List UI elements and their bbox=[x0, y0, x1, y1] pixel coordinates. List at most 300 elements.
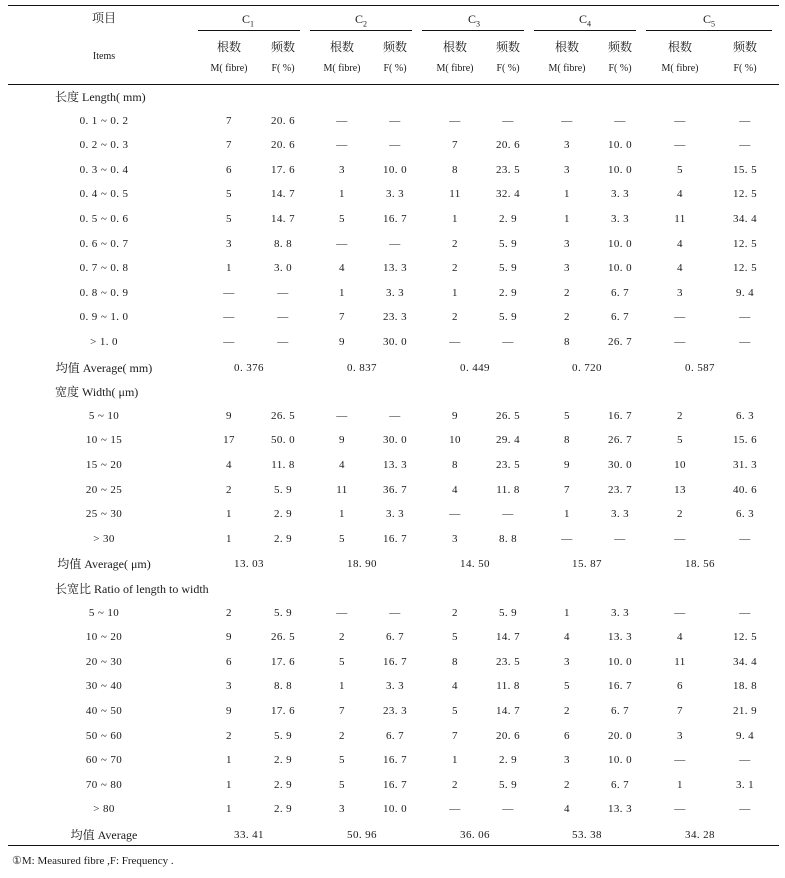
table-cell: — bbox=[674, 139, 686, 152]
table-cell: 26. 5 bbox=[271, 409, 295, 422]
table-cell: 15. 5 bbox=[733, 163, 757, 176]
table-cell: 5 bbox=[339, 532, 345, 545]
table-cell: 3. 3 bbox=[385, 680, 405, 693]
table-cell: 23. 5 bbox=[496, 655, 520, 668]
table-cell: 40. 6 bbox=[733, 483, 757, 496]
average-value: 15. 87 bbox=[572, 558, 602, 571]
table-cell: 2. 9 bbox=[273, 532, 293, 545]
table-cell: — bbox=[739, 532, 751, 545]
average-value: 0. 376 bbox=[234, 361, 264, 374]
row-label: 5 ~ 10 bbox=[88, 606, 120, 619]
table-cell: — bbox=[336, 606, 348, 619]
table-cell: — bbox=[739, 336, 751, 348]
row-label: 20 ~ 25 bbox=[85, 483, 123, 496]
table-cell: 3. 1 bbox=[735, 778, 755, 791]
table-cell: 2 bbox=[677, 508, 683, 521]
table-cell: 3 bbox=[564, 655, 570, 668]
table-cell: 7 bbox=[452, 729, 458, 742]
table-cell: 14. 7 bbox=[271, 188, 295, 201]
table-cell: 4 bbox=[564, 803, 570, 816]
section-title: 宽度 Width( μm) bbox=[55, 385, 139, 400]
table-cell: — bbox=[336, 237, 348, 250]
average-value: 34. 28 bbox=[685, 829, 715, 841]
header-f-en: F( %) bbox=[496, 63, 520, 74]
table-cell: — bbox=[561, 532, 573, 545]
table-cell: — bbox=[389, 409, 401, 422]
table-cell: 7 bbox=[339, 311, 345, 324]
header-m-en: M( fibre) bbox=[548, 63, 586, 74]
table-cell: 10. 0 bbox=[608, 163, 632, 176]
table-cell: — bbox=[674, 532, 686, 545]
table-cell: — bbox=[502, 114, 514, 127]
table-cell: 4 bbox=[452, 680, 458, 693]
table-cell: 26. 5 bbox=[496, 409, 520, 422]
average-value: 53. 38 bbox=[572, 829, 602, 841]
table-cell: — bbox=[739, 803, 751, 816]
header-f-cn: 频数 bbox=[382, 40, 408, 54]
table-cell: 11 bbox=[449, 188, 461, 201]
row-label: 0. 8 ~ 0. 9 bbox=[79, 286, 129, 299]
table-cell: 5. 9 bbox=[498, 606, 518, 619]
table-cell: 7 bbox=[564, 483, 570, 496]
rule-bottom bbox=[8, 845, 779, 846]
average-value: 18. 56 bbox=[685, 558, 715, 571]
table-cell: 9 bbox=[452, 409, 458, 422]
row-label: 30 ~ 40 bbox=[85, 680, 123, 693]
table-cell: 2 bbox=[452, 237, 458, 250]
table-cell: 5. 9 bbox=[498, 311, 518, 324]
average-value: 0. 837 bbox=[347, 361, 377, 374]
header-m-cn: 根数 bbox=[554, 40, 580, 54]
table-cell: 1 bbox=[339, 188, 345, 201]
table-cell: 32. 4 bbox=[496, 188, 520, 201]
table-cell: 1 bbox=[564, 508, 570, 521]
table-cell: 11 bbox=[674, 655, 686, 668]
table-cell: 17. 6 bbox=[271, 705, 295, 717]
table-cell: 20. 6 bbox=[496, 729, 520, 742]
table-cell: 5 bbox=[452, 705, 458, 717]
table-cell: 9 bbox=[226, 631, 232, 644]
header-m-cn: 根数 bbox=[216, 40, 242, 54]
header-f-en: F( %) bbox=[608, 63, 632, 74]
table-cell: 5 bbox=[452, 631, 458, 644]
average-value: 0. 720 bbox=[572, 361, 602, 374]
table-cell: 16. 7 bbox=[383, 778, 407, 791]
table-cell: 1 bbox=[452, 213, 458, 225]
table-cell: 3 bbox=[339, 803, 345, 816]
table-cell: 17. 6 bbox=[271, 655, 295, 668]
average-value: 33. 41 bbox=[234, 829, 264, 841]
table-cell: 12. 5 bbox=[733, 188, 757, 201]
header-m-en: M( fibre) bbox=[436, 63, 474, 74]
row-label: 0. 5 ~ 0. 6 bbox=[79, 213, 129, 225]
rule-header-bottom bbox=[8, 84, 779, 85]
table-cell: 34. 4 bbox=[733, 655, 757, 668]
table-cell: 2 bbox=[677, 409, 683, 422]
rule-group-c4 bbox=[534, 30, 636, 31]
table-cell: — bbox=[449, 803, 461, 816]
table-cell: — bbox=[739, 114, 751, 127]
table-cell: 17 bbox=[223, 434, 235, 447]
table-cell: 5 bbox=[564, 680, 570, 693]
table-cell: — bbox=[389, 606, 401, 619]
table-cell: — bbox=[223, 311, 235, 324]
header-group-c1: $C_1$ bbox=[241, 12, 255, 29]
header-f-cn: 频数 bbox=[270, 40, 296, 54]
table-cell: 2. 9 bbox=[273, 508, 293, 521]
rule-top bbox=[8, 5, 779, 6]
table-cell: 4 bbox=[677, 188, 683, 201]
table-cell: — bbox=[674, 606, 686, 619]
row-label: 0. 6 ~ 0. 7 bbox=[79, 237, 129, 250]
table-cell: 2. 9 bbox=[498, 754, 518, 767]
header-m-cn: 根数 bbox=[442, 40, 468, 54]
header-f-en: F( %) bbox=[383, 63, 407, 74]
table-cell: 1 bbox=[339, 286, 345, 299]
table-cell: 20. 0 bbox=[608, 729, 632, 742]
table-cell: 7 bbox=[452, 139, 458, 152]
table-cell: — bbox=[674, 336, 686, 348]
table-cell: 3. 3 bbox=[610, 508, 630, 521]
average-label: 均值 Average bbox=[70, 828, 138, 842]
table-cell: 1 bbox=[339, 680, 345, 693]
table-cell: 2 bbox=[452, 262, 458, 275]
table-cell: 2. 9 bbox=[498, 213, 518, 225]
average-label: 均值 Average( μm) bbox=[57, 557, 151, 572]
table-cell: — bbox=[223, 286, 235, 299]
table-cell: 23. 7 bbox=[608, 483, 632, 496]
table-cell: 5 bbox=[339, 754, 345, 767]
table-cell: 10. 0 bbox=[383, 163, 407, 176]
table-cell: 5 bbox=[677, 163, 683, 176]
table-cell: 10. 0 bbox=[383, 803, 407, 816]
table-cell: 6. 7 bbox=[610, 778, 630, 791]
table-cell: 5. 9 bbox=[498, 237, 518, 250]
table-cell: 6. 3 bbox=[735, 508, 755, 521]
table-cell: 17. 6 bbox=[271, 163, 295, 176]
table-cell: 2 bbox=[564, 705, 570, 717]
row-label: 15 ~ 20 bbox=[85, 459, 123, 471]
row-label: 70 ~ 80 bbox=[85, 778, 123, 791]
table-cell: 16. 7 bbox=[383, 532, 407, 545]
table-cell: 3. 3 bbox=[385, 188, 405, 201]
table-cell: — bbox=[561, 114, 573, 127]
row-label: 0. 1 ~ 0. 2 bbox=[79, 114, 129, 127]
section-title: 长宽比 Ratio of length to width bbox=[55, 582, 209, 596]
table-cell: — bbox=[739, 311, 751, 324]
table-cell: 4 bbox=[452, 483, 458, 496]
table-cell: 9 bbox=[564, 459, 570, 471]
row-label: 50 ~ 60 bbox=[85, 729, 123, 742]
table-cell: 26. 5 bbox=[271, 631, 295, 644]
table-cell: 10. 0 bbox=[608, 237, 632, 250]
table-cell: 3. 3 bbox=[610, 606, 630, 619]
row-label: 20 ~ 30 bbox=[85, 655, 123, 668]
row-label: 40 ~ 50 bbox=[85, 705, 123, 717]
table-cell: — bbox=[674, 114, 686, 127]
table-cell: 3 bbox=[677, 286, 683, 299]
table-cell: 1 bbox=[564, 188, 570, 201]
table-cell: — bbox=[502, 803, 514, 816]
table-cell: 34. 4 bbox=[733, 213, 757, 225]
table-cell: 18. 8 bbox=[733, 680, 757, 693]
footnote: ①M: Measured fibre ,F: Frequency . bbox=[12, 855, 174, 867]
table-cell: 6. 7 bbox=[610, 286, 630, 299]
average-value: 0. 449 bbox=[460, 361, 490, 374]
table-cell: 14. 7 bbox=[496, 631, 520, 644]
table-cell: 4 bbox=[677, 237, 683, 250]
table-cell: — bbox=[739, 606, 751, 619]
row-label: 0. 7 ~ 0. 8 bbox=[79, 262, 129, 275]
table-cell: 9 bbox=[226, 705, 232, 717]
table-cell: 5 bbox=[339, 778, 345, 791]
table-cell: 13. 3 bbox=[383, 459, 407, 471]
table-cell: 10. 0 bbox=[608, 754, 632, 767]
table-cell: 2 bbox=[339, 631, 345, 644]
fibre-statistics-table bbox=[6, 3, 778, 867]
average-value: 18. 90 bbox=[347, 558, 377, 571]
table-cell: 30. 0 bbox=[383, 336, 407, 348]
table-cell: 16. 7 bbox=[608, 409, 632, 422]
table-cell: 1 bbox=[339, 508, 345, 521]
header-m-en: M( fibre) bbox=[661, 63, 699, 74]
table-cell: 3 bbox=[226, 237, 232, 250]
table-cell: 2 bbox=[452, 606, 458, 619]
table-cell: — bbox=[674, 311, 686, 324]
table-cell: 30. 0 bbox=[608, 459, 632, 471]
table-cell: 16. 7 bbox=[383, 655, 407, 668]
table-cell: 9. 4 bbox=[735, 729, 755, 742]
table-cell: 9 bbox=[339, 336, 345, 348]
table-cell: 2. 9 bbox=[273, 778, 293, 791]
table-cell: 3. 0 bbox=[273, 262, 293, 275]
table-cell: 10 bbox=[449, 434, 461, 447]
table-cell: 50. 0 bbox=[271, 434, 295, 447]
table-cell: — bbox=[449, 508, 461, 521]
table-cell: 7 bbox=[677, 705, 683, 717]
table-cell: 23. 3 bbox=[383, 705, 407, 717]
table-cell: 20. 6 bbox=[496, 139, 520, 152]
table-cell: 6. 7 bbox=[385, 729, 405, 742]
table-cell: 4 bbox=[564, 631, 570, 644]
table-cell: 6. 3 bbox=[735, 409, 755, 422]
header-m-cn: 根数 bbox=[667, 40, 693, 54]
header-f-cn: 频数 bbox=[495, 40, 521, 54]
table-cell: 4 bbox=[339, 459, 345, 471]
table-cell: 7 bbox=[339, 705, 345, 717]
table-cell: 6. 7 bbox=[385, 631, 405, 644]
table-cell: 8. 8 bbox=[498, 532, 518, 545]
table-cell: 31. 3 bbox=[733, 459, 757, 471]
table-cell: 26. 7 bbox=[608, 336, 632, 348]
rule-group-c3 bbox=[422, 30, 524, 31]
table-cell: 8 bbox=[452, 459, 458, 471]
table-cell: 1 bbox=[677, 778, 683, 791]
table-cell: — bbox=[277, 336, 289, 348]
table-cell: — bbox=[389, 237, 401, 250]
table-cell: 1 bbox=[564, 606, 570, 619]
table-cell: 7 bbox=[226, 114, 232, 127]
table-cell: 16. 7 bbox=[383, 213, 407, 225]
table-cell: 5 bbox=[339, 213, 345, 225]
table-cell: 14. 7 bbox=[271, 213, 295, 225]
table-cell: 11 bbox=[336, 483, 348, 496]
table-cell: 2. 9 bbox=[273, 803, 293, 816]
table-cell: 3 bbox=[564, 754, 570, 767]
row-label: 0. 2 ~ 0. 3 bbox=[79, 139, 129, 152]
table-cell: 21. 9 bbox=[733, 705, 757, 717]
row-label: > 30 bbox=[93, 532, 115, 545]
table-cell: 8 bbox=[452, 655, 458, 668]
table-cell: — bbox=[614, 532, 626, 545]
table-cell: 1 bbox=[226, 778, 232, 791]
table-cell: 9 bbox=[339, 434, 345, 447]
table-cell: 3 bbox=[564, 163, 570, 176]
table-cell: 3. 3 bbox=[385, 286, 405, 299]
table-cell: 2 bbox=[226, 606, 232, 619]
table-cell: 8 bbox=[564, 336, 570, 348]
table-cell: 3. 3 bbox=[610, 213, 630, 225]
table-cell: 1 bbox=[564, 213, 570, 225]
table-cell: 5. 9 bbox=[273, 729, 293, 742]
table-cell: — bbox=[674, 754, 686, 767]
header-group-c5: $C_5$ bbox=[702, 12, 716, 29]
average-value: 0. 587 bbox=[685, 361, 715, 374]
table-cell: 2 bbox=[226, 729, 232, 742]
table-cell: 16. 7 bbox=[608, 680, 632, 693]
table-cell: 5. 9 bbox=[498, 262, 518, 275]
table-cell: 5 bbox=[226, 188, 232, 201]
table-cell: 10 bbox=[674, 459, 686, 471]
table-cell: 8 bbox=[452, 163, 458, 176]
section-title: 长度 Length( mm) bbox=[55, 90, 146, 104]
table-cell: 10. 0 bbox=[608, 139, 632, 152]
table-cell: 13 bbox=[674, 483, 686, 496]
table-cell: 11. 8 bbox=[271, 459, 295, 471]
table-cell: — bbox=[449, 114, 461, 127]
table-cell: 12. 5 bbox=[733, 237, 757, 250]
table-cell: 36. 7 bbox=[383, 483, 407, 496]
table-cell: 3 bbox=[564, 237, 570, 250]
table-cell: — bbox=[389, 114, 401, 127]
rule-group-c2 bbox=[310, 30, 412, 31]
table-cell: 6 bbox=[564, 729, 570, 742]
table-cell: — bbox=[502, 336, 514, 348]
table-cell: 4 bbox=[226, 459, 232, 471]
header-items-cn: 项目 bbox=[91, 11, 117, 25]
header-m-en: M( fibre) bbox=[210, 63, 248, 74]
average-value: 50. 96 bbox=[347, 829, 377, 841]
row-label: 25 ~ 30 bbox=[85, 508, 123, 521]
table-cell: 5 bbox=[564, 409, 570, 422]
average-value: 13. 03 bbox=[234, 558, 264, 571]
table-cell: 5 bbox=[226, 213, 232, 225]
table-cell: 12. 5 bbox=[733, 262, 757, 275]
header-f-en: F( %) bbox=[733, 63, 757, 74]
table-cell: 2 bbox=[564, 286, 570, 299]
row-label: 10 ~ 20 bbox=[85, 631, 123, 644]
table-cell: 1 bbox=[226, 508, 232, 521]
table-cell: — bbox=[277, 311, 289, 324]
table-cell: — bbox=[739, 754, 751, 767]
table-cell: 2 bbox=[452, 311, 458, 324]
table-cell: 2 bbox=[564, 311, 570, 324]
table-cell: — bbox=[614, 114, 626, 127]
header-m-en: M( fibre) bbox=[323, 63, 361, 74]
table-cell: 9. 4 bbox=[735, 286, 755, 299]
row-label: 0. 3 ~ 0. 4 bbox=[79, 163, 129, 176]
row-label: 0. 4 ~ 0. 5 bbox=[79, 188, 129, 201]
table-cell: 4 bbox=[677, 262, 683, 275]
row-label: 5 ~ 10 bbox=[88, 409, 120, 422]
table-cell: 1 bbox=[226, 532, 232, 545]
table-cell: 23. 5 bbox=[496, 459, 520, 471]
table-cell: 3 bbox=[677, 729, 683, 742]
table-cell: 9 bbox=[226, 409, 232, 422]
table-cell: 3 bbox=[339, 163, 345, 176]
table-cell: 6 bbox=[226, 163, 232, 176]
table-cell: 10. 0 bbox=[608, 262, 632, 275]
table-cell: 6. 7 bbox=[610, 705, 630, 717]
table-cell: 11 bbox=[674, 213, 686, 225]
header-f-cn: 频数 bbox=[732, 40, 758, 54]
table-cell: 29. 4 bbox=[496, 434, 520, 447]
table-cell: — bbox=[674, 803, 686, 816]
table-cell: 2 bbox=[564, 778, 570, 791]
table-cell: 11. 8 bbox=[496, 483, 520, 496]
table-cell: 1 bbox=[452, 754, 458, 767]
table-cell: — bbox=[739, 139, 751, 152]
table-cell: 6. 7 bbox=[610, 311, 630, 324]
table-cell: 5 bbox=[339, 655, 345, 668]
header-group-c4: $C_4$ bbox=[578, 12, 592, 29]
table-cell: 6 bbox=[677, 680, 683, 693]
table-cell: 2 bbox=[452, 778, 458, 791]
table-cell: 3 bbox=[564, 262, 570, 275]
table-cell: 30. 0 bbox=[383, 434, 407, 447]
table-cell: 2 bbox=[339, 729, 345, 742]
header-group-c2: $C_2$ bbox=[354, 12, 368, 29]
table-cell: 8. 8 bbox=[273, 680, 293, 693]
table-cell: 6 bbox=[226, 655, 232, 668]
row-label: > 80 bbox=[93, 803, 115, 816]
table-cell: 13. 3 bbox=[383, 262, 407, 275]
table-cell: 3 bbox=[226, 680, 232, 693]
table-cell: — bbox=[389, 139, 401, 152]
table-cell: — bbox=[277, 286, 289, 299]
table-cell: 2. 9 bbox=[273, 754, 293, 767]
table-cell: 3 bbox=[452, 532, 458, 545]
table-cell: 7 bbox=[226, 139, 232, 152]
table-cell: 26. 7 bbox=[608, 434, 632, 447]
table-cell: — bbox=[336, 409, 348, 422]
average-label: 均值 Average( mm) bbox=[55, 360, 153, 375]
table-cell: 8. 8 bbox=[273, 237, 293, 250]
table-cell: 11. 8 bbox=[496, 680, 520, 693]
header-m-cn: 根数 bbox=[329, 40, 355, 54]
table-cell: 5. 9 bbox=[273, 606, 293, 619]
table-cell: 4 bbox=[677, 631, 683, 644]
table-cell: 23. 3 bbox=[383, 311, 407, 324]
table-cell: 5 bbox=[677, 434, 683, 447]
row-label: 60 ~ 70 bbox=[85, 754, 123, 767]
rule-group-c5 bbox=[646, 30, 772, 31]
header-items-en: Items bbox=[92, 51, 116, 62]
table-cell: — bbox=[336, 139, 348, 152]
table-cell: — bbox=[223, 336, 235, 348]
average-value: 14. 50 bbox=[460, 558, 490, 571]
row-label: 0. 9 ~ 1. 0 bbox=[79, 311, 129, 324]
